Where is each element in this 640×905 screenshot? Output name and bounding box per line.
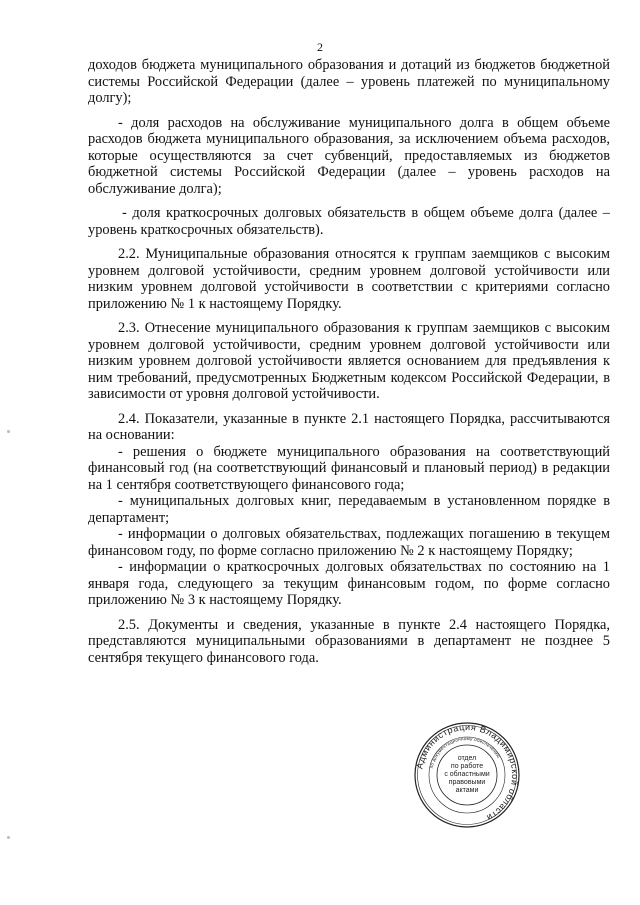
stamp-line: актами — [455, 787, 479, 794]
list-item-debt-obligations-info: - информации о долговых обязательствах, подлежащих погашению в текущем финансовом году, по форме согласно приложению № 2 к настоящему Порядку; — [88, 526, 610, 559]
paragraph-2-5: 2.5. Документы и сведения, указанные в пункте 2.4 настоящего Порядка, представляются муниципальными образованиями в департамент не позднее 5 сентября текущего финансового года. — [88, 616, 610, 666]
paragraph-2-2: 2.2. Муниципальные образования относятся к группам заемщиков с высоким уровнем долговой устойчивости, средним уровнем долговой устойчивости или низким уровнем долговой устойчивости в соответствии с критериями согласно приложению № 1 к настоящему Порядку. — [88, 246, 610, 312]
stamp-center-text — [414, 722, 520, 828]
paragraph-continuation: доходов бюджета муниципального образования и дотаций из бюджетов бюджетной системы Российской Федерации (далее – уровень платежей по муниципальному долгу); — [88, 57, 610, 106]
scan-mark — [7, 430, 10, 433]
stamp-line: отдел — [457, 755, 477, 762]
document-body — [88, 57, 610, 666]
scan-mark — [7, 836, 10, 839]
paragraph-2-3: 2.3. Отнесение муниципального образования к группам заемщиков с высоким уровнем долговой устойчивости, средним уровнем долговой устойчивости или низким уровнем долговой устойчивости является основанием для предъявления к ним требований, предусмотренных Бюджетным кодексом Российской Федерации, в зависимости от уровня долговой устойчивости. — [88, 320, 610, 402]
stamp-outer-text: Администрация Владимирской области — [414, 721, 521, 824]
list-item-debt-books: - муниципальных долговых книг, передаваемым в установленном порядке в департамент; — [88, 493, 610, 526]
paragraph-short-term-share: - доля краткосрочных долговых обязательств в общем объеме долга (далее – уровень краткосрочных обязательств). — [88, 205, 610, 238]
list-item-short-term-info: - информации о краткосрочных долговых обязательствах по состоянию на 1 января года, следующего за текущим финансовым годом, по форме согласно приложению № 3 к настоящему Порядку. — [88, 559, 610, 608]
list-item-budget-decision: - решения о бюджете муниципального образования на соответствующий финансовый год (на соответствующий финансовый и плановый период) в редакции на 1 сентября соответствующего финансового года; — [88, 443, 610, 493]
stamp-line: с областными — [444, 771, 490, 778]
official-stamp — [414, 722, 520, 828]
stamp-inner-text: по документационному обеспечению — [428, 735, 502, 769]
page-number: 2 — [317, 40, 323, 54]
stamp-line: правовыми — [448, 779, 486, 786]
stamp-line: по работе — [450, 763, 484, 770]
paragraph-2-4: 2.4. Показатели, указанные в пункте 2.1 настоящего Порядка, рассчитываются на основании: — [88, 410, 610, 443]
paragraph-debt-service-share: - доля расходов на обслуживание муниципального долга в общем объеме расходов бюджета муниципального образования, за исключением объема расходов, которые осуществляются за счет субвенций, предоставляемых из бюджетов бюджетной системы Российской Федерации (далее – уровень расходов на обслуживание долга); — [88, 114, 610, 197]
